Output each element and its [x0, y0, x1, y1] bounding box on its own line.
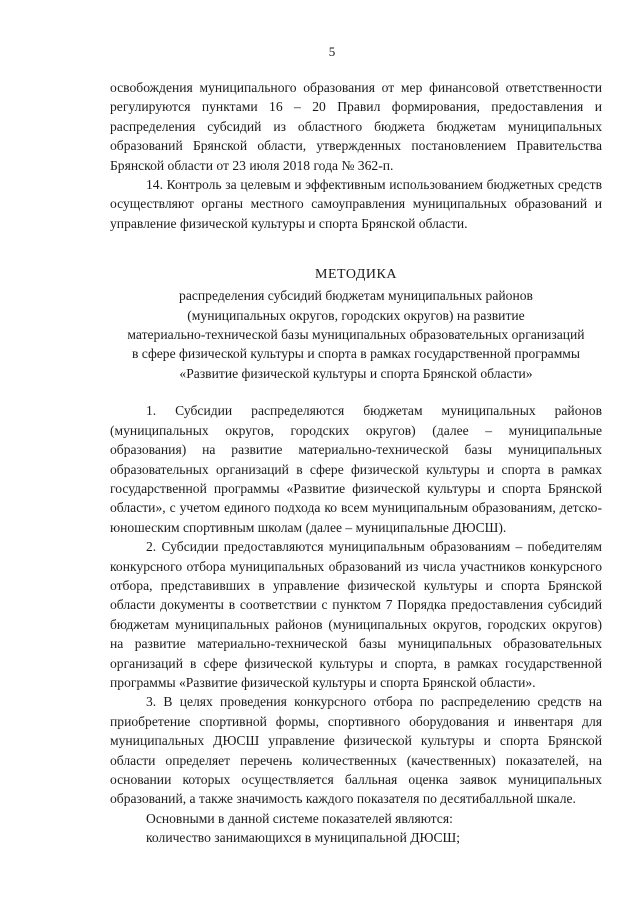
title-line-4: в сфере физической культуры и спорта в рамках государственной программы: [131, 346, 581, 362]
title-line-5: «Развитие физической культуры и спорта Брянской области»: [179, 365, 533, 381]
title-line-2: (муниципальных округов, городских округов) на развитие: [187, 307, 525, 323]
intro-paragraph-14: 14. Контроль за целевым и эффективным использованием бюджетных средств осуществляют органы местного самоуправления муниципальных образований и управление физической культуры и спорта Брянской области.: [110, 177, 602, 231]
intro-paragraph-continuation: освобождения муниципального образования от мер финансовой ответственности регулируются пунктами 16 – 20 Правил формирования, предоставления и распределения субсидий из областного бюджета бюджетам муниципальных образований Брянской области, утвержденных постановлением Правительства Брянской области от 23 июля 2018 года № 362-п.: [110, 80, 602, 173]
spacer: [110, 383, 602, 401]
body-paragraph-3: 3. В целях проведения конкурсного отбора по распределению средств на приобретение спортивной формы, спортивного оборудования и инвентаря для муниципальных ДЮСШ управление физической культуры и спорта Брянской области определяет перечень количественных (качественных) показателей, на основании которых осуществляется балльная оценка заявок муниципальных образований, а также значимость каждого показателя по десятибалльной шкале.: [110, 694, 602, 807]
spacer: [110, 233, 602, 265]
title-line-1: распределения субсидий бюджетам муниципальных районов: [179, 288, 533, 304]
body-paragraph-2: 2. Субсидии предоставляются муниципальным образованиям – победителям конкурсного отбора муниципальных образований из числа участников конкурсного отбора, представивших в управление физической культуры и спорта Брянской области документы в соответствии с пунктом 7 Порядка предоставления субсидий бюджетам муниципальных районов (муниципальных округов, городских округов) на развитие материально-технической базы муниципальных образовательных организаций в сфере физической культуры и спорта, в рамках государственной программы «Развитие физической культуры и спорта Брянской области».: [110, 539, 602, 690]
title-line-3: материально-технической базы муниципальных образовательных организаций: [127, 327, 585, 343]
document-content: [110, 78, 602, 848]
methodology-title: МЕТОДИКА: [315, 267, 397, 283]
methodology-title-block: [110, 265, 602, 383]
body-paragraph-5: количество занимающихся в муниципальной ДЮСШ;: [146, 830, 461, 846]
page-number: 5: [328, 44, 336, 59]
body-paragraph-4: Основными в данной системе показателей являются:: [146, 810, 453, 826]
body-paragraph-1: 1. Субсидии распределяются бюджетам муниципальных районов (муниципальных округов, городских округов) (далее – муниципальные образования) на развитие материально-технической базы муниципальных образовательных организаций в сфере физической культуры и спорта в рамках государственной программы «Развитие физической культуры и спорта Брянской области», с учетом единого подхода ко всем муниципальным образованиям, детско-юношеским спортивным школам (далее – муниципальные ДЮСШ).: [110, 403, 602, 535]
